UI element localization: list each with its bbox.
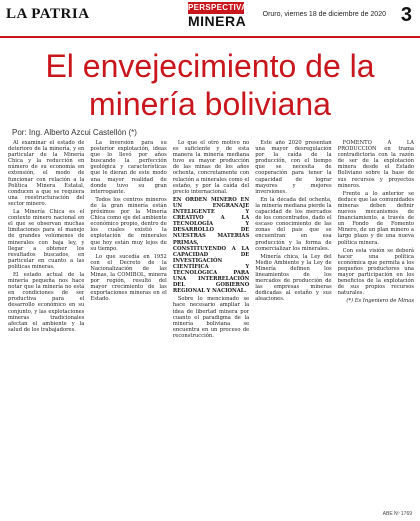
paragraph: Con esta visión se deberá hacer una política económica que permita a los pequeños productores una mayor participación en los beneficios de la explotación de sus propios recursos naturales. (337, 247, 415, 297)
article-column-5 (338, 140, 414, 511)
paragraph: FOMENTO A LA PRODUCCIÓN en trama contradictoria con la razón de ser de la explotación minera desde el Estado Boliviano sobre la base de sus recursos y proyectos mineros. (337, 140, 415, 189)
article-body (8, 140, 414, 511)
article-column-1 (8, 140, 84, 511)
newspaper-brand: LA PATRIA (6, 6, 90, 22)
paragraph: Frente a lo anterior se deduce que las comunidades mineras deben definir nuevos mecanismos de financiamiento, a través de un Fondo de Fomento Minero, de un plan minero a largo plazo y de una nueva política minera. (337, 190, 415, 246)
article-headline: El envejecimiento de la minería boliviana (45, 48, 375, 122)
article-column-4 (255, 140, 331, 511)
paragraph: Lo que el otro motivo no es suficiente y de esta manera la minería mediana tuvo su mayor producción de las minas de los años ochenta, concretamente con relación a minerales como el estaño, y por la caída del precio internacional. (172, 140, 250, 195)
article-byline: Por: Ing. Alberto Azcui Castellón (*) (12, 128, 137, 137)
ad-code: ABE Nº 1769 (382, 511, 412, 517)
paragraph: Sobre lo mencionado se hace necesario ampliar la idea de libertad minera por cuanto el paradigma de la minería boliviana se encuentra en un proceso de reconstrucción. (172, 296, 250, 339)
page-header (0, 0, 420, 38)
header-rule (0, 36, 420, 38)
paragraph: Este año 2020 presentan una mayor desregulación por la caída de la producción, con el tiempo que se necesita de cooperación para tener la capacidad de lograr mayores y mejores inversiones. (255, 140, 332, 195)
paragraph: La Minería Chica es el contexto minero nacional en el que se observan muchas limitaciones para el manejo de grandes volúmenes de minerales con baja ley, y llegar a obtener los resultados buscados, en particular en cuanto a las políticas mineras. (8, 209, 85, 270)
paragraph: En la década del ochenta, la minería mediana pierde la capacidad de los mercados de los concentrados, dado el escaso conocimiento de las zonas del país que se encuentran en esa producción y la forma de comercializar los minerales. (255, 196, 332, 252)
page-number: 3 (400, 4, 412, 26)
dateline: Oruro, viernes 18 de diciembre de 2020 (262, 11, 386, 18)
article-column-2 (90, 140, 166, 511)
paragraph: Lo que sucedía en 1952 con el Decreto de la Nacionalización de las Minas, la COMIBOL, minera por región, resultó del mayor crecimiento de las exportaciones mineras en el Estado. (90, 253, 167, 303)
paragraph: Al examinar el estado de deterioro de la minería, y en particular de la Minería Chica y la reducción en número de su economía en extensión, el modo de funcionar con relación a la Política Minera Estatal, conducen a que se requiera una reestructuración del sector minero. (8, 140, 85, 207)
paragraph: El estado actual de la minería pequeña nos hace notar que la minería no está en condiciones de ser productiva para el desarrollo económico en su conjunto, y las explotaciones mineras tradicionales afectan el ambiente y la salud de los trabajadores. (8, 271, 85, 333)
article-column-3 (173, 140, 249, 511)
masthead-title: MINERA (188, 13, 247, 29)
author-note: (*) Es Ingeniero de Minas (346, 298, 415, 305)
masthead-tag: PERSPECTIVA (188, 3, 248, 12)
paragraph: Todos los centros mineros de la gran minería están próximos por la Minería Chica como eje del ambiente económico propio, dentro de los cuales existió la explotación de minerales que hoy están muy lejos de su tiempo. (90, 196, 167, 252)
paragraph: Minería chica, la Ley del Medio Ambiente y la Ley de Minería definen los lineamientos de los mercados de producción de las empresas mineras dedicadas al estaño y sus aleaciones. (255, 253, 332, 303)
highlighted-paragraph: EN ORDEN MINERO EN UN ENGRANAJE INTELIGENTE Y CREATIVO A LA TECNOLOGÍA Y DESARROLLO DE NUESTRAS MATERIAS PRIMAS, CONSTITUYENDO A LA CAPACIDAD DE INVESTIGACIÓN CIENTÍFICA Y TECNOLÓGICA PARA UNA INTERRELACIÓN DEL GOBIERNO REGIONAL Y NACIONAL. (172, 196, 250, 295)
section-masthead (188, 2, 248, 36)
paragraph: La inversión para su posterior explotación, ideas que lo llevó por años buscando la perfección geológica y características que le dieran de este modo una mayor realidad de donde tuvo su gran interrogante. (90, 140, 167, 195)
